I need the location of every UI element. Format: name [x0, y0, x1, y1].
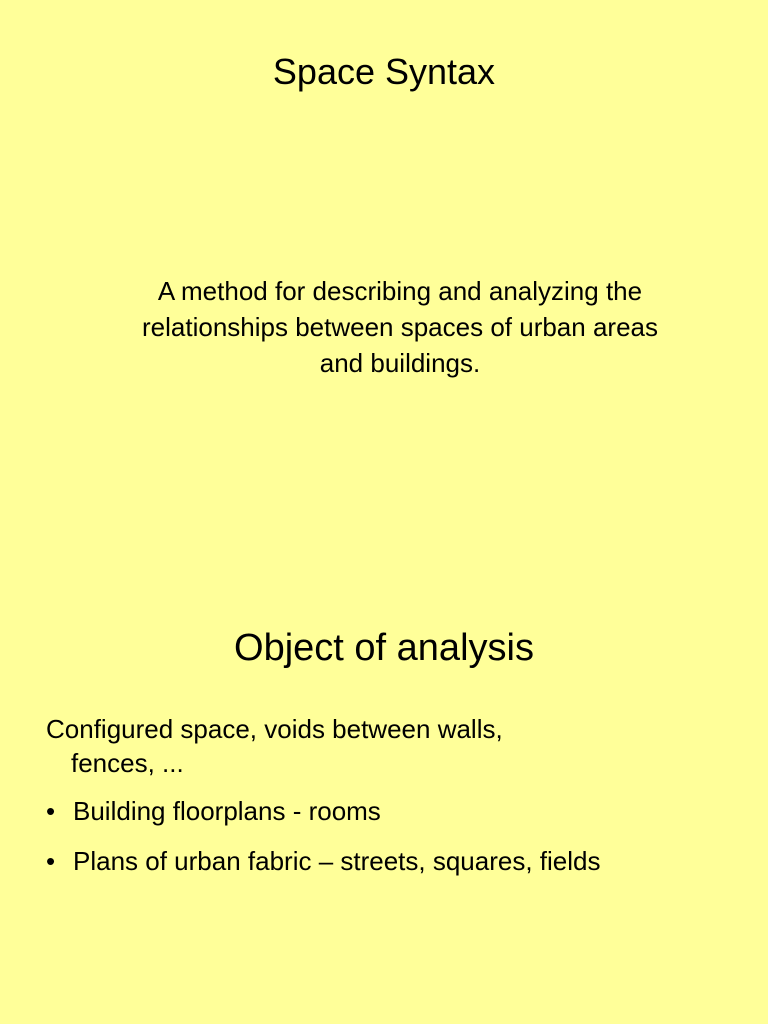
bullet-text: Plans of urban fabric – streets, squares, fields	[73, 846, 601, 876]
slide-title-object-of-analysis: Object of analysis	[234, 627, 534, 669]
list-item	[46, 794, 746, 828]
list-item	[46, 844, 746, 878]
definition-line-3: and buildings.	[319, 348, 481, 378]
slide-title-space-syntax: Space Syntax	[272, 51, 496, 92]
bullet-text: Building floorplans - rooms	[73, 796, 381, 826]
bullet-icon: •	[46, 796, 56, 826]
definition-line-2: relationships between spaces of urban areas	[142, 312, 658, 342]
definition-line-1: A method for describing and analyzing the	[157, 276, 643, 306]
intro-text	[46, 712, 746, 780]
bullet-list	[46, 794, 746, 894]
definition-text	[70, 273, 730, 381]
intro-line-2: fences, ...	[71, 748, 184, 778]
bullet-icon: •	[46, 846, 56, 876]
intro-line-1: Configured space, voids between walls,	[46, 714, 503, 744]
